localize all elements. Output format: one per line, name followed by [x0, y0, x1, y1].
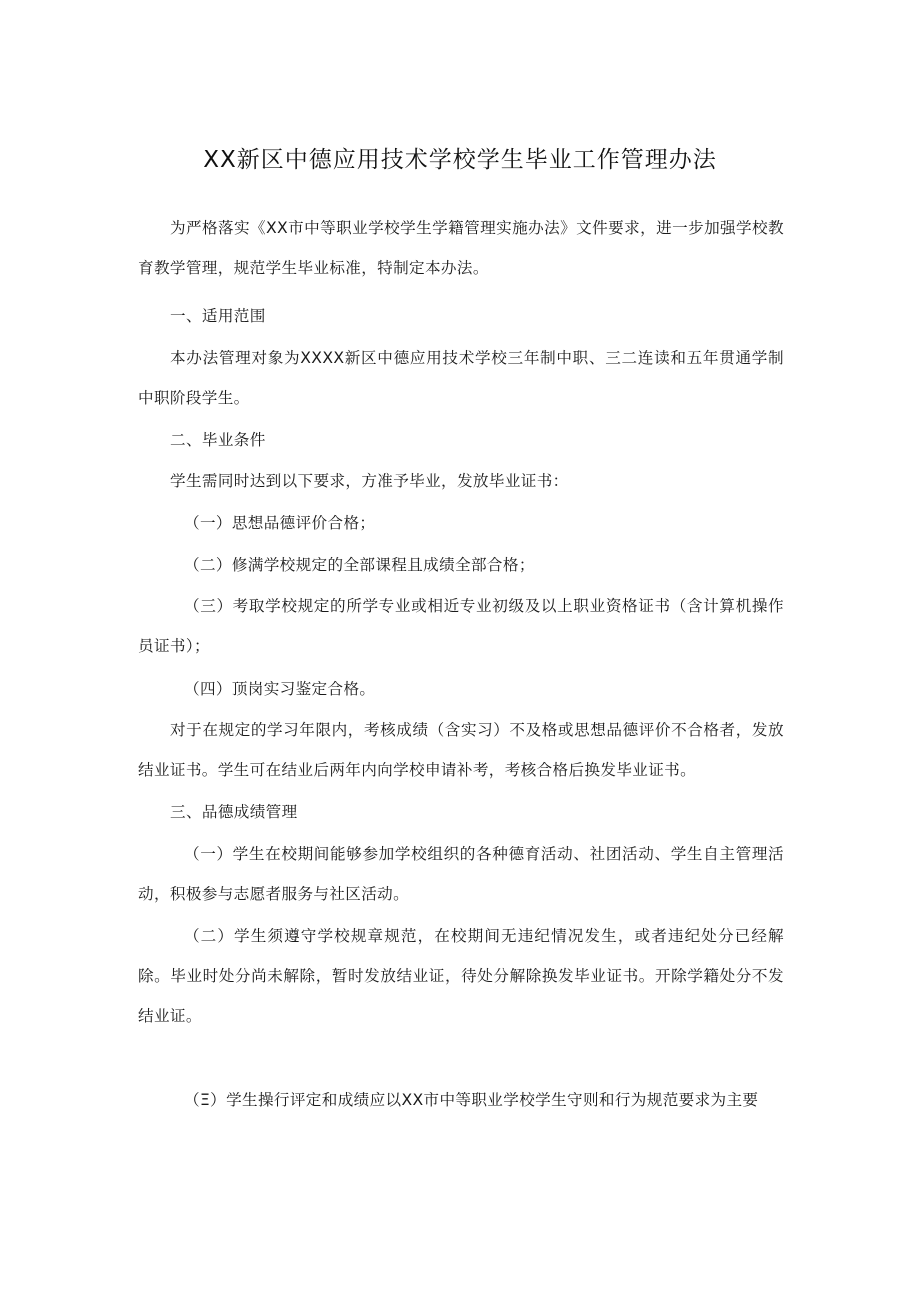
conduct-item-3: （Ξ）学生操行评定和成绩应以XX市中等职业学校学生守则和行为规范要求为主要 — [184, 1091, 759, 1109]
condition-item-3: （三）考取学校规定的所学专业或相近专业初级及以上职业资格证书（含计算机操作员证书）； — [138, 597, 784, 655]
section-heading-graduation-conditions: 二、毕业条件 — [170, 431, 266, 449]
completion-certificate-paragraph: 对于在规定的学习年限内，考核成绩（含实习）不及格或思想品德评价不合格者，发放结业证书。学生可在结业后两年内向学校申请补考，考核合格后换发毕业证书。 — [138, 721, 784, 779]
section-heading-conduct-management: 三、品德成绩管理 — [170, 803, 298, 821]
conditions-intro-paragraph: 学生需同时达到以下要求，方准予毕业，发放毕业证书： — [170, 472, 569, 490]
document-title: XX新区中德应用技术学校学生毕业工作管理办法 — [203, 147, 717, 173]
section-heading-scope: 一、适用范围 — [170, 307, 266, 325]
intro-paragraph: 为严格落实《XX市中等职业学校学生学籍管理实施办法》文件要求，进一步加强学校教育教学管理，规范学生毕业标准，特制定本办法。 — [138, 219, 784, 277]
conduct-item-1: （一）学生在校期间能够参加学校组织的各种德育活动、社团活动、学生自主管理活动，积极参与志愿者服务与社区活动。 — [138, 845, 784, 903]
scope-paragraph: 本办法管理对象为XXXX新区中德应用技术学校三年制中职、三二连读和五年贯通学制中职阶段学生。 — [138, 349, 784, 407]
condition-item-2: （二）修满学校规定的全部课程且成绩全部合格； — [184, 556, 535, 574]
condition-item-1: （一）思想品德评价合格； — [184, 514, 376, 532]
conduct-item-2: （二）学生须遵守学校规章规范，在校期间无违纪情况发生，或者违纪处分已经解除。毕业时处分尚未解除，暂时发放结业证，待处分解除换发毕业证书。开除学籍处分不发结业证。 — [138, 927, 784, 1025]
condition-item-4: （四）顶岗实习鉴定合格。 — [184, 680, 376, 698]
